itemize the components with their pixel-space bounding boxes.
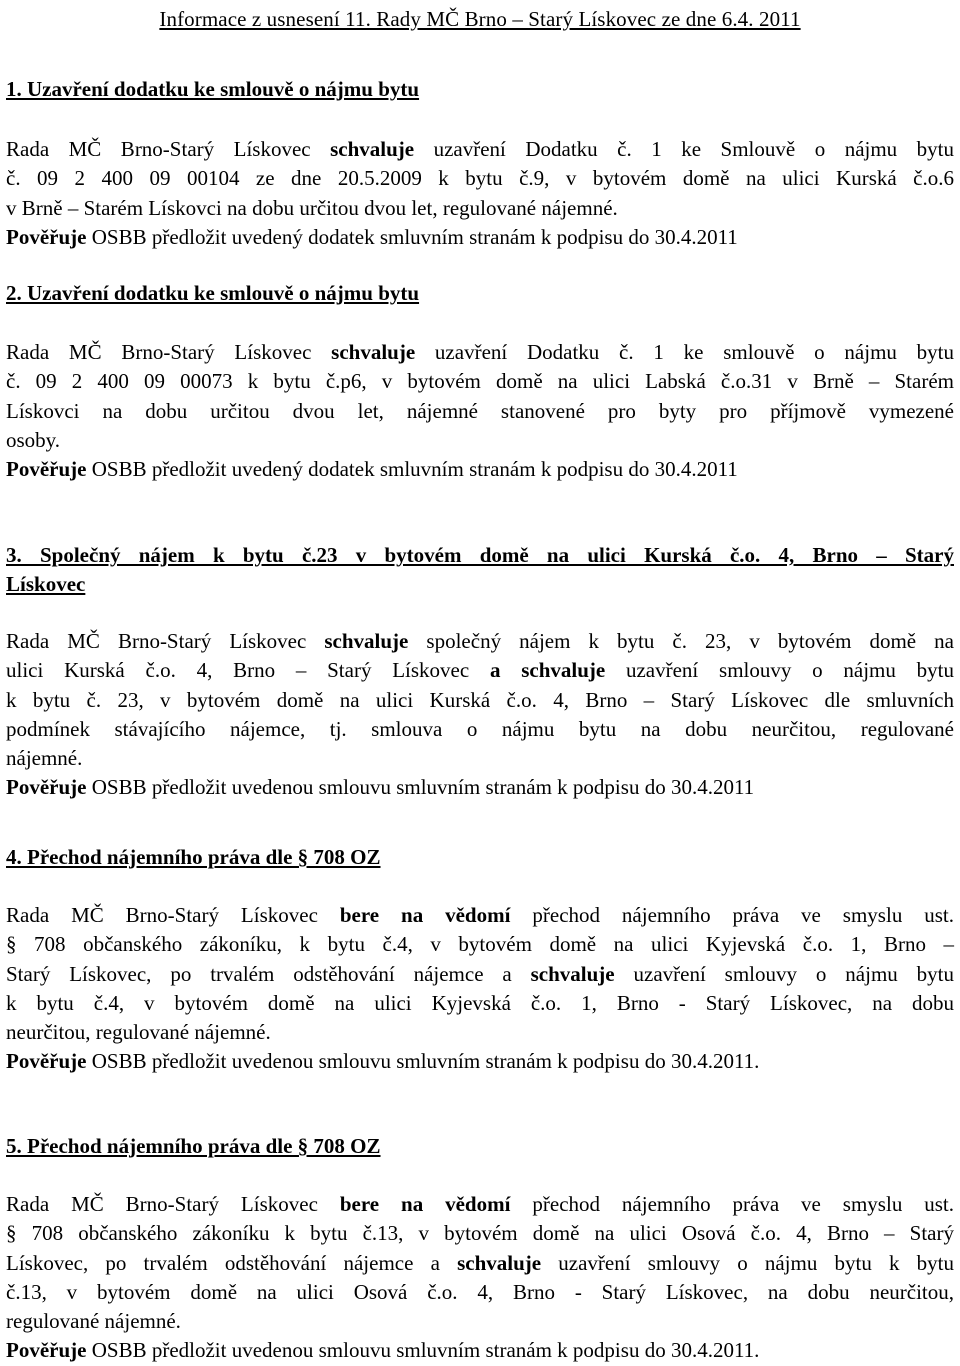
document-header: Informace z usnesení 11. Rady MČ Brno – Starý Lískovec ze dne 6.4. 2011 xyxy=(159,7,801,31)
text-line xyxy=(6,223,954,252)
text-run: ulici Kurská č.o. 4, Brno – Starý Lískovec xyxy=(6,658,490,683)
text-run: Lískovci na dobu určitou dvou let, nájemné stanovené pro byty pro příjmově vymezené xyxy=(6,398,954,423)
text-run: Rada MČ Brno-Starý Lískovec xyxy=(6,629,325,653)
text-line xyxy=(6,1219,954,1248)
text-line xyxy=(6,656,954,685)
text-run: Rada MČ Brno-Starý Lískovec xyxy=(6,340,332,364)
text-run: k bytu č.4, v bytovém domě na ulici Kyjevská č.o. 1, Brno - Starý Lískovec, na dobu xyxy=(6,990,954,1015)
text-run: OSBB předložit uvedený dodatek smluvním stranám k podpisu do 30.4.2011 xyxy=(86,457,738,482)
text-run: uzavření smlouvy o nájmu bytu k bytu xyxy=(541,1250,955,1275)
text-run: uzavření Dodatku č. 1 ke smlouvě o nájmu bytu xyxy=(415,340,954,364)
text-run: uzavření smlouvy o nájmu bytu xyxy=(605,658,954,683)
section-5-heading: 5. Přechod nájemního práva dle § 708 OZ xyxy=(6,1134,381,1158)
section-4-text xyxy=(6,901,954,1077)
bold-keyword: bere na vědomí xyxy=(339,903,511,927)
bold-keyword: bere na vědomí xyxy=(339,1192,511,1216)
text-run: přechod nájemního práva ve smyslu ust. xyxy=(510,1192,954,1216)
text-line xyxy=(6,1190,954,1219)
text-run: Starý Lískovec, po trvalém odstěhování nájemce a xyxy=(6,961,531,986)
bold-keyword: Pověřuje xyxy=(6,775,87,800)
text-run: č.13, v bytovém domě na ulici Osová č.o. 4, Brno - Starý Lískovec, na dobu neurčitou, xyxy=(6,1279,954,1304)
text-line xyxy=(6,426,954,455)
text-run: podmínek stávajícího nájemce, tj. smlouva o nájmu bytu na dobu neurčitou, regulované xyxy=(6,716,954,741)
text-run: přechod nájemního práva ve smyslu ust. xyxy=(510,903,954,927)
bold-keyword: schvaluje xyxy=(324,629,409,653)
bold-keyword: Pověřuje xyxy=(6,457,87,482)
bold-keyword: schvaluje xyxy=(330,137,415,161)
text-run: společný nájem k bytu č. 23, v bytovém domě na xyxy=(408,629,954,653)
bold-keyword: Pověřuje xyxy=(6,224,87,249)
text-run: OSBB předložit uvedenou smlouvu smluvním stranám k podpisu do 30.4.2011 xyxy=(86,775,755,800)
text-line xyxy=(6,627,954,656)
text-run: uzavření Dodatku č. 1 ke Smlouvě o nájmu bytu xyxy=(414,137,955,161)
text-line xyxy=(6,773,954,802)
text-run: k bytu č. 23, v bytovém domě na ulici Kurská č.o. 4, Brno – Starý Lískovec dle smluvních xyxy=(6,687,954,712)
bold-keyword: Pověřuje xyxy=(6,1049,87,1074)
text-run: Rada MČ Brno-Starý Lískovec xyxy=(6,1192,340,1216)
text-line xyxy=(6,1336,954,1365)
bold-keyword: schvaluje xyxy=(457,1250,542,1275)
text-line xyxy=(6,744,954,773)
bold-keyword: a schvaluje xyxy=(489,658,606,683)
section-3-heading: 3. Společný nájem k bytu č.23 v bytovém domě na ulici Kurská č.o. 4, Brno – Starý xyxy=(6,543,954,567)
text-run: § 708 občanského zákoníku, k bytu č.4, v bytovém domě na ulici Kyjevská č.o. 1, Brno – xyxy=(6,932,954,957)
text-line xyxy=(6,338,954,367)
text-run: nájemné. xyxy=(6,746,83,771)
text-line xyxy=(6,989,954,1018)
text-line xyxy=(6,1018,954,1047)
text-line xyxy=(6,1278,954,1307)
text-run: § 708 občanského zákoníku k bytu č.13, v bytovém domě na ulici Osová č.o. 4, Brno – Starý xyxy=(6,1221,954,1246)
text-line xyxy=(6,715,954,744)
text-line xyxy=(6,686,954,715)
text-line xyxy=(6,960,954,989)
section-1-text xyxy=(6,135,954,252)
text-line xyxy=(6,164,954,193)
text-line xyxy=(6,455,954,484)
text-run: neurčitou, regulované nájemné. xyxy=(6,1020,271,1045)
text-run: č. 09 2 400 09 00104 ze dne 20.5.2009 k bytu č.9, v bytovém domě na ulici Kurská č.o.6 xyxy=(6,166,954,191)
text-run: Rada MČ Brno-Starý Lískovec xyxy=(6,137,331,161)
section-1-heading: 1. Uzavření dodatku ke smlouvě o nájmu bytu xyxy=(6,77,420,101)
text-run: osoby. xyxy=(6,427,61,452)
text-line xyxy=(6,397,954,426)
text-run: Lískovec, po trvalém odstěhování nájemce a xyxy=(6,1250,458,1275)
text-run: uzavření smlouvy o nájmu bytu xyxy=(614,961,954,986)
section-5-text xyxy=(6,1190,954,1366)
text-run: OSBB předložit uvedenou smlouvu smluvním stranám k podpisu do 30.4.2011. xyxy=(86,1049,760,1074)
bold-keyword: schvaluje xyxy=(530,961,615,986)
section-3-heading-cont: Lískovec xyxy=(6,572,86,596)
text-run: OSBB předložit uvedenou smlouvu smluvním stranám k podpisu do 30.4.2011. xyxy=(86,1338,760,1363)
text-line xyxy=(6,194,954,223)
text-line xyxy=(6,930,954,959)
text-line xyxy=(6,1307,954,1336)
bold-keyword: schvaluje xyxy=(331,340,416,364)
text-line xyxy=(6,901,954,930)
text-line xyxy=(6,135,954,164)
text-run: regulované nájemné. xyxy=(6,1309,181,1334)
section-2-heading: 2. Uzavření dodatku ke smlouvě o nájmu bytu xyxy=(6,281,420,305)
text-run: č. 09 2 400 09 00073 k bytu č.p6, v bytovém domě na ulici Labská č.o.31 v Brně – Starém xyxy=(6,369,954,394)
text-line xyxy=(6,1047,954,1076)
text-run: OSBB předložit uvedený dodatek smluvním stranám k podpisu do 30.4.2011 xyxy=(86,224,738,249)
text-line xyxy=(6,367,954,396)
text-run: v Brně – Starém Lískovci na dobu určitou dvou let, regulované nájemné. xyxy=(6,195,618,220)
bold-keyword: Pověřuje xyxy=(6,1338,87,1363)
text-run: Rada MČ Brno-Starý Lískovec xyxy=(6,903,340,927)
text-line xyxy=(6,1249,954,1278)
section-2-text xyxy=(6,338,954,484)
section-4-heading: 4. Přechod nájemního práva dle § 708 OZ xyxy=(6,845,381,869)
section-3-text xyxy=(6,627,954,803)
